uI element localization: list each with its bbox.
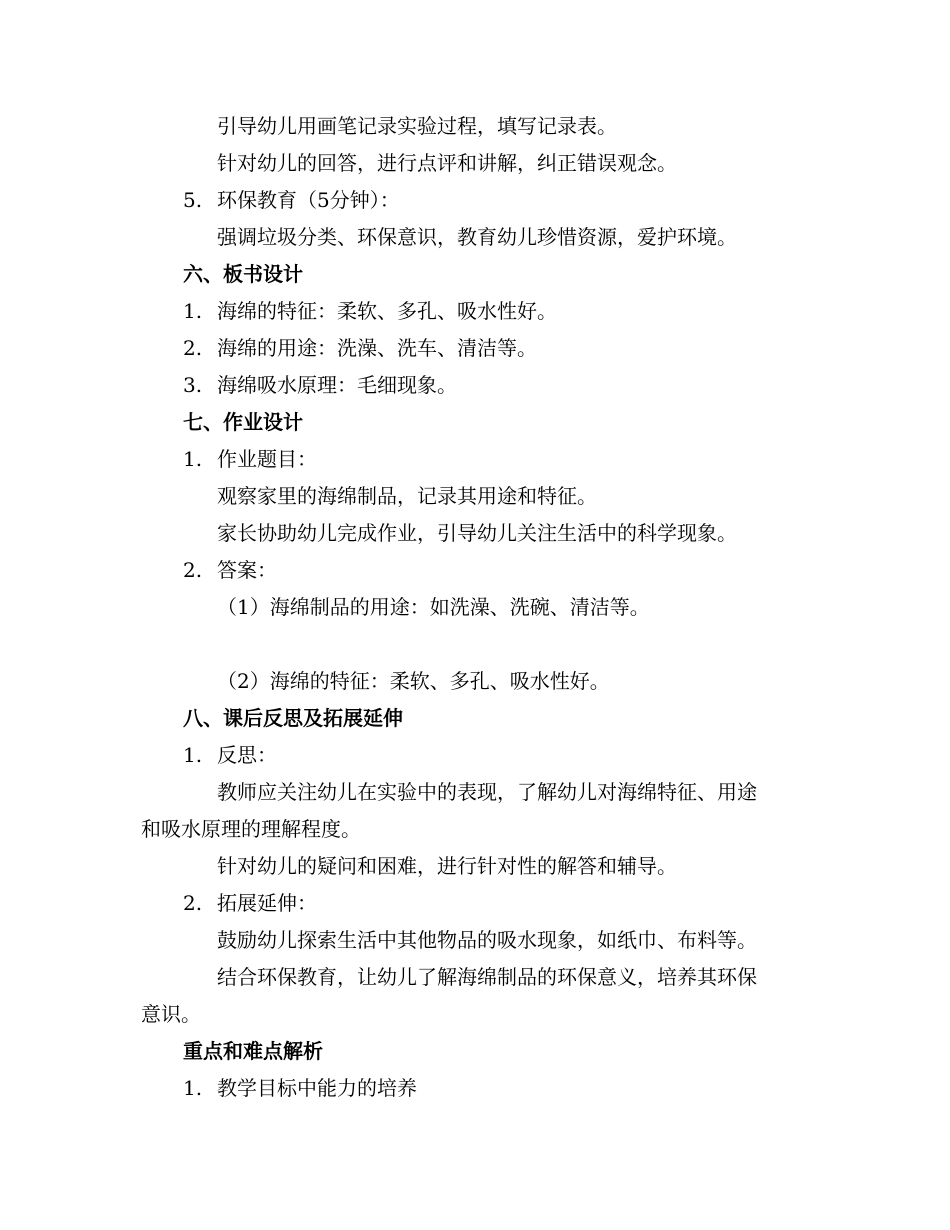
list-item <box>183 298 557 324</box>
text-line: 强调垃圾分类、环保意识，教育幼儿珍惜资源，爱护环境。 <box>217 225 737 249</box>
section-heading: 七、作业设计 <box>183 410 303 434</box>
text-line: 教师应关注幼儿在实验中的表现，了解幼儿对海绵特征、用途 <box>217 780 757 804</box>
text-line: 针对幼儿的回答，进行点评和讲解，纠正错误观念。 <box>217 151 677 175</box>
list-item <box>183 335 537 361</box>
text-line: （1）海绵制品的用途：如洗澡、洗碗、清洁等。 <box>217 595 650 619</box>
text-line: 引导幼儿用画笔记录实验过程，填写记录表。 <box>217 114 617 138</box>
list-item-text: 海绵吸水原理：毛细现象。 <box>217 373 457 397</box>
list-number: 3. <box>183 373 203 397</box>
text-line: 鼓励幼儿探索生活中其他物品的吸水现象，如纸巾、布料等。 <box>217 928 757 952</box>
list-item-text: 反思： <box>217 743 277 767</box>
text-line: 结合环保教育，让幼儿了解海绵制品的环保意义，培养其环保 <box>217 965 757 989</box>
section-heading: 六、板书设计 <box>183 262 303 286</box>
list-number: 5. <box>183 188 203 212</box>
list-number: 2. <box>183 336 203 360</box>
text-line: 家长协助幼儿完成作业，引导幼儿关注生活中的科学现象。 <box>217 521 737 545</box>
list-item <box>183 890 317 916</box>
list-item <box>183 187 400 213</box>
list-item-text: 教学目标中能力的培养 <box>217 1076 417 1100</box>
list-number: 1. <box>183 1076 203 1100</box>
list-number: 1. <box>183 447 203 471</box>
list-item-text: 作业题目： <box>217 447 317 471</box>
text-line: 和吸水原理的理解程度。 <box>141 817 361 841</box>
text-line: 针对幼儿的疑问和困难，进行针对性的解答和辅导。 <box>217 854 677 878</box>
list-number: 2. <box>183 891 203 915</box>
section-heading: 八、课后反思及拓展延伸 <box>183 706 403 730</box>
list-item <box>183 742 277 768</box>
list-item <box>183 1075 417 1101</box>
list-number: 2. <box>183 558 203 582</box>
list-item-text: 海绵的用途：洗澡、洗车、清洁等。 <box>217 336 537 360</box>
list-item-text: 海绵的特征：柔软、多孔、吸水性好。 <box>217 299 557 323</box>
list-number: 1. <box>183 299 203 323</box>
list-item <box>183 372 457 398</box>
list-item <box>183 446 317 472</box>
text-line: 意识。 <box>141 1002 201 1026</box>
list-number: 1. <box>183 743 203 767</box>
text-line: 观察家里的海绵制品，记录其用途和特征。 <box>217 484 597 508</box>
list-item-text: 拓展延伸： <box>217 891 317 915</box>
list-item-text: 环保教育（5分钟）： <box>217 188 400 212</box>
text-line: （2）海绵的特征：柔软、多孔、吸水性好。 <box>217 669 610 693</box>
section-heading: 重点和难点解析 <box>183 1039 323 1063</box>
list-item-text: 答案： <box>217 558 277 582</box>
list-item <box>183 557 277 583</box>
